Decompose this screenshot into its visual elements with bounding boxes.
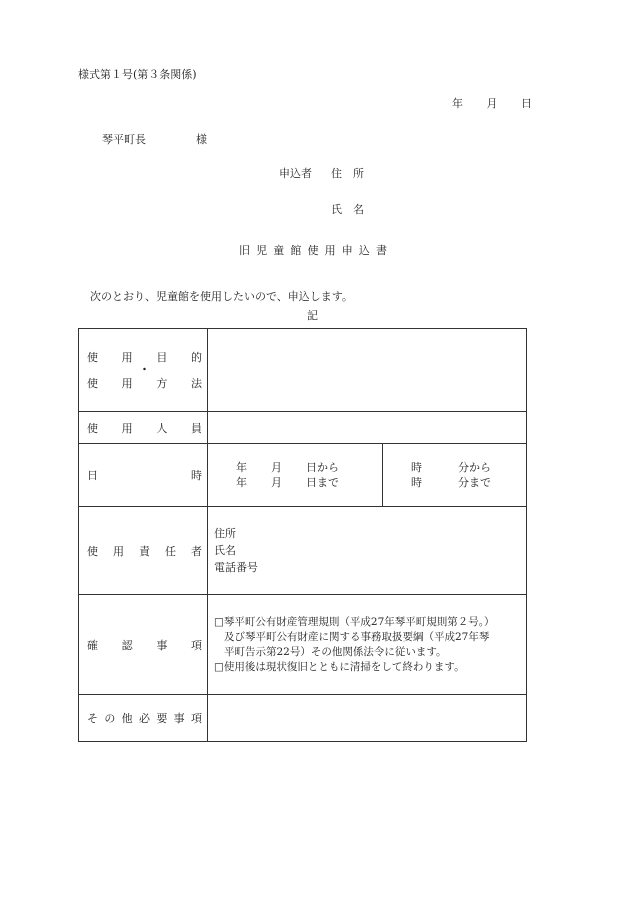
title-char: 童 (273, 244, 285, 257)
middle-dot: ・ (139, 363, 150, 376)
time-range: 時 分から 時 分まで (411, 461, 491, 489)
applicant-address-label: 住 所 (331, 167, 364, 180)
honorific: 様 (196, 133, 207, 146)
intro-text: 次のとおり、児童館を使用したいので、申込します。 (90, 290, 353, 303)
purpose-field[interactable] (208, 329, 527, 412)
responsible-label: 使 用 責 任 者 (79, 507, 208, 595)
date-day: 日 (521, 97, 532, 110)
purpose-label: 使 用 目 的 ・ 使 用 方 法 (79, 329, 208, 412)
applicant-label: 申込者 (279, 167, 312, 180)
datetime-label: 日 時 (79, 444, 208, 507)
title-char: 用 (324, 244, 336, 257)
confirm-item-1[interactable]: □琴平町公有財産管理規則（平成27年琴平町規則第２号。） (214, 615, 495, 628)
confirm-item-1-cont: 及び琴平町公有財産に関する事務取扱要綱（平成27年琴 (224, 630, 490, 643)
confirm-item-2[interactable]: □使用後は現状復旧とともに清掃をして終わります。 (214, 660, 465, 673)
addressee: 琴平町長 (102, 133, 146, 146)
application-table (78, 328, 527, 742)
confirm-label: 確 認 事 項 (79, 595, 208, 695)
responsible-phone: 電話番号 (214, 561, 258, 574)
applicant-name-label: 氏 名 (331, 203, 364, 216)
title-char: 込 (358, 244, 370, 257)
confirm-field (208, 595, 527, 695)
title-char: 申 (341, 244, 353, 257)
title-char: 館 (290, 244, 302, 257)
row-datetime (79, 444, 527, 507)
date-year: 年 (452, 97, 463, 110)
ki-label: 記 (307, 309, 318, 322)
date-month: 月 (486, 97, 498, 110)
responsible-name: 氏名 (214, 544, 236, 557)
confirm-item-1-cont: 平町告示第22号）その他関係法令に従います。 (224, 645, 447, 658)
row-other (79, 695, 527, 742)
title-char: 旧 (239, 244, 250, 257)
responsible-field[interactable] (208, 507, 527, 595)
document-title (239, 242, 387, 258)
form-number: 様式第１号(第３条関係) (78, 68, 197, 81)
title-char: 児 (256, 244, 268, 257)
title-char: 書 (376, 244, 387, 257)
row-persons (79, 412, 527, 444)
persons-field[interactable] (208, 412, 527, 444)
date-range: 年 月 日から 年 月 日まで (208, 444, 383, 506)
responsible-address: 住所 (214, 527, 236, 540)
other-field[interactable] (208, 695, 527, 742)
datetime-field[interactable] (208, 444, 527, 507)
title-char: 使 (307, 244, 319, 257)
other-label: そ の 他 必 要 事 項 (79, 695, 208, 742)
row-responsible (79, 507, 527, 595)
row-confirm (79, 595, 527, 695)
persons-label: 使 用 人 員 (79, 412, 208, 444)
date-line (452, 95, 532, 111)
row-purpose (79, 329, 527, 412)
